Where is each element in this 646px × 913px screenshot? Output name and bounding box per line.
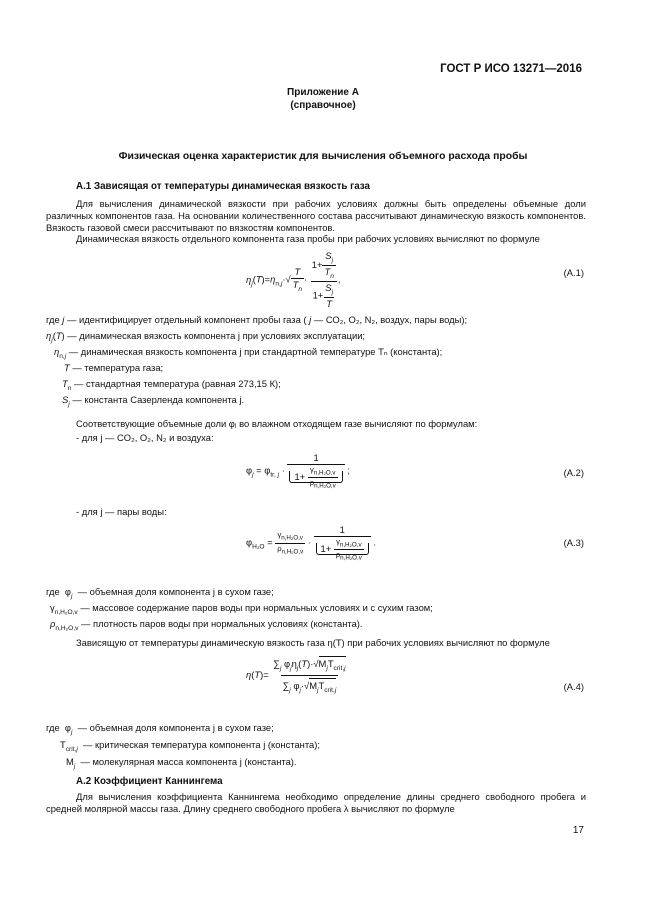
page-number: 17 bbox=[572, 824, 584, 836]
definition-M: $M_j$ — молекулярная масса компонента j (константа). bbox=[66, 756, 297, 770]
section-a1-paragraph-4: Зависящую от температуры динамическую вязкость газа η(T) при рабочих условиях вычисляют по формуле bbox=[76, 637, 550, 648]
equation-a1: $\eta_j(T)=\eta_{n,j}\cdot√$ $\frac{T}{T_n}$ · 1+ $\frac{S_j}{T_n}$ 1+ $\frac{S_j}{T}$ , bbox=[246, 250, 341, 310]
equation-a4: η(T)= $\frac{\sum_j \varphi_j\eta_j(T)\cdot√M_jT_{crit,j}}{\sum_j \varphi_j\cdot√M_jT_{crit,j}}$ bbox=[246, 658, 346, 694]
definition-S: $S_j$ — константа Сазерленда компонента j. bbox=[62, 394, 245, 408]
section-a2-heading: А.2 Коэффициент Каннингема bbox=[76, 776, 223, 787]
definition-gamma: $\gamma_{n,H_2O,v}$ — массовое содержание паров воды при нормальных условиях и с сухим газом; bbox=[50, 602, 433, 616]
definition-T: T — температура газа; bbox=[64, 362, 164, 373]
appendix-title: Приложение А bbox=[287, 87, 359, 98]
equation-a3-number: (А.3) bbox=[563, 537, 584, 548]
definition-phi: где $\varphi_j$ — объемная доля компонента j в сухом газе; bbox=[46, 586, 274, 600]
case-water-vapor: - для j — пары воды: bbox=[76, 506, 167, 517]
section-a2-paragraph-1: Для вычисления коэффициента Каннингема необходимо определение длины среднего свободного пробега и средней молярной массы газа. Длину среднего свободного пробега λ вычисляют по формуле bbox=[46, 791, 586, 814]
equation-a2: $\varphi_j = \varphi_{tr, j}$ · 1 1+ $\frac{\gamma_{n,H_2O,v}}{\rho_{n,H_2O,v}}$ ; bbox=[246, 452, 350, 490]
equation-a4-number: (А.4) bbox=[563, 681, 584, 692]
definition-Tcrit: $T_{crit,j}$ — критическая температура компонента j (константа); bbox=[60, 739, 320, 753]
main-title: Физическая оценка характеристик для вычисления объемного расхода пробы bbox=[118, 151, 528, 162]
appendix-subtitle: (справочное) bbox=[290, 100, 356, 111]
case-gases: - для j — CO₂, O₂, N₂ и воздуха: bbox=[76, 432, 214, 443]
definition-j: где j — идентифицирует отдельный компонент пробы газа ( j — СО₂, О₂, N₂, воздух, пары воды); bbox=[46, 314, 468, 325]
definition-phi-2: где $\varphi_j$ — объемная доля компонента j в сухом газе; bbox=[46, 722, 274, 736]
definition-Tn: $T_n$ — стандартная температура (равная 273,15 К); bbox=[62, 378, 281, 392]
equation-a3: $\varphi_{H_2O}$ = $\frac{\gamma_{n,H_2O,v}}{\rho_{n,H_2O,v}}$ · 1 1+ $\frac{\gamma_{n,H_2O,v}}{\rho_{n,H_2O,v}}$ . bbox=[246, 524, 377, 562]
definition-rho: $\rho_{n,H_2O,v}$ — плотность паров воды при нормальных условиях (константа). bbox=[50, 618, 363, 632]
definition-eta-n: $\eta_{n,j}$ — динамическая вязкость компонента j при стандартной температуре Tₙ (константа); bbox=[54, 346, 443, 360]
section-a1-paragraph-2: Динамическая вязкость отдельного компонента газа пробы при рабочих условиях вычисляют по формуле bbox=[76, 233, 540, 244]
section-a1-heading: А.1 Зависящая от температуры динамическая вязкость газа bbox=[76, 181, 370, 192]
document-code: ГОСТ Р ИСО 13271—2016 bbox=[440, 63, 582, 75]
equation-a2-number: (А.2) bbox=[563, 467, 584, 478]
section-a1-paragraph-3: Соответствующие объемные доли φⱼ во влажном отходящем газе вычисляют по формулам: bbox=[76, 418, 478, 429]
definition-eta-j: $\eta_j(T)$ — динамическая вязкость компонента j при условиях эксплуатации; bbox=[46, 330, 366, 344]
section-a1-paragraph-1: Для вычисления динамической вязкости при рабочих условиях должны быть определены объемные доли различных компонентов газа. На основании количественного состава рассчитывают динамическую вязкость компонентов. Вязкость газовой смеси рассчитывают по вязкостям компонентов. bbox=[46, 198, 586, 233]
equation-a1-number: (А.1) bbox=[563, 267, 584, 278]
